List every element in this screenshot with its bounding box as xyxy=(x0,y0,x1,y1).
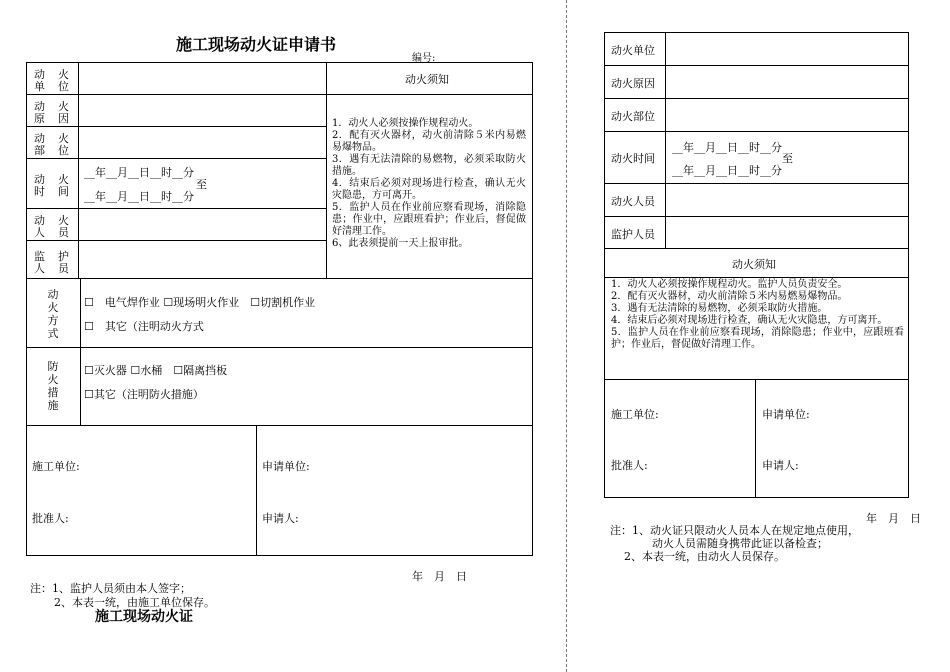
method-options[interactable]: ☐ 电气焊作业 ☐现场明火作业 ☐切割机作业 xyxy=(84,296,316,309)
cut-line xyxy=(566,0,567,672)
right-note-1: 注：1、动火证只限动火人员本人在规定地点使用， xyxy=(610,524,859,537)
notice-item: 1．动火人必须按操作规程动火。 xyxy=(332,118,479,129)
approver-label: 批准人: xyxy=(32,512,69,525)
r-applicant-unit-label: 申请单位: xyxy=(762,408,810,421)
label-r-fire-reason: 动火原因 xyxy=(611,77,655,90)
method-label: 动火方式 xyxy=(47,288,59,340)
notice-list xyxy=(332,118,526,250)
left-title: 施工现场动火证申请书 xyxy=(176,35,337,54)
r-notice-title: 动火须知 xyxy=(732,258,776,271)
left-note-1: 注：1、监护人员须由本人签字； xyxy=(30,582,191,595)
notice-item: 1．动火人必须按操作规程动火。监护人员负责安全。 xyxy=(611,279,848,290)
notice-item: 2．配有灭火器材，动火前清除５米内易燃易爆物品。 xyxy=(611,291,848,302)
measure-label: 防火措施 xyxy=(47,360,59,412)
notice-item: 4．结束后必须对现场进行检查，确认无火灾隐患，方可离开。 xyxy=(332,178,526,201)
r-approver-label: 批准人: xyxy=(611,459,648,472)
notice-title: 动火须知 xyxy=(405,73,449,86)
right-note-2: 2、本表一统，由动火人员保存。 xyxy=(624,550,785,563)
r-fire-unit-field[interactable] xyxy=(666,33,908,64)
notice-item: 3．遇有无法清除的易燃物，必须采取防火措施。 xyxy=(611,303,828,314)
notice-item: 2．配有灭火器材，动火前清除５米内易燃易爆物品。 xyxy=(332,130,526,153)
r-guardian-field[interactable] xyxy=(666,217,908,247)
fire-reason-field[interactable] xyxy=(79,95,325,125)
measure-other-option[interactable]: ☐其它（注明防火措施） xyxy=(84,388,204,401)
fire-location-field[interactable] xyxy=(79,127,325,157)
notice-item: 5．监护人员在作业前应察看现场，消除隐患；作业中，应跟班看护；作业后，督促做好清理工作。 xyxy=(332,202,526,237)
label-r-fire-time: 动火时间 xyxy=(611,152,655,165)
r-fire-location-field[interactable] xyxy=(666,99,908,130)
label-r-fire-unit: 动火单位 xyxy=(611,44,655,57)
measure-options[interactable]: ☐灭火器 ☐水桶 ☐隔离挡板 xyxy=(84,364,228,377)
left-note-2: 2、本表一统，由施工单位保存。 xyxy=(54,596,215,609)
r-construction-unit-label: 施工单位: xyxy=(611,408,659,421)
method-other-option[interactable]: ☐ 其它（注明动火方式 xyxy=(84,320,204,333)
right-note-1b: 动火人员需随身携带此证以备检查； xyxy=(652,537,828,550)
fire-unit-field[interactable] xyxy=(79,63,325,93)
label-r-fire-location: 动火部位 xyxy=(611,110,655,123)
notice-item: 5．监护人员在作业前应察看现场，消除隐患；作业中，应跟班看护；作业后，督促做好清理工作。 xyxy=(611,327,904,350)
applicant-unit-label: 申请单位: xyxy=(262,460,310,473)
notice-item: 6、此表须提前一天上报审批。 xyxy=(332,238,469,249)
label-r-guardian: 监护人员 xyxy=(611,228,655,241)
notice-item: 3．遇有无法清除的易燃物，必须采取防火措施。 xyxy=(332,154,526,177)
applicant-label: 申请人: xyxy=(262,512,299,525)
notice-item: 4．结束后必须对现场进行检查，确认无火灾隐患，方可离开。 xyxy=(611,315,888,326)
right-date: 年 月 日 xyxy=(866,512,921,525)
r-applicant-label: 申请人: xyxy=(762,459,799,472)
construction-unit-label: 施工单位: xyxy=(32,460,80,473)
guardian-field[interactable] xyxy=(79,241,325,277)
fire-personnel-field[interactable] xyxy=(79,209,325,239)
bottom-title: 施工现场动火证 xyxy=(95,609,193,625)
r-fire-reason-field[interactable] xyxy=(666,66,908,97)
serial-number-label: 编号: xyxy=(412,53,436,64)
left-date: 年 月 日 xyxy=(412,570,467,583)
label-r-fire-personnel: 动火人员 xyxy=(611,195,655,208)
r-fire-personnel-field[interactable] xyxy=(666,184,908,215)
r-notice-list xyxy=(611,279,904,351)
